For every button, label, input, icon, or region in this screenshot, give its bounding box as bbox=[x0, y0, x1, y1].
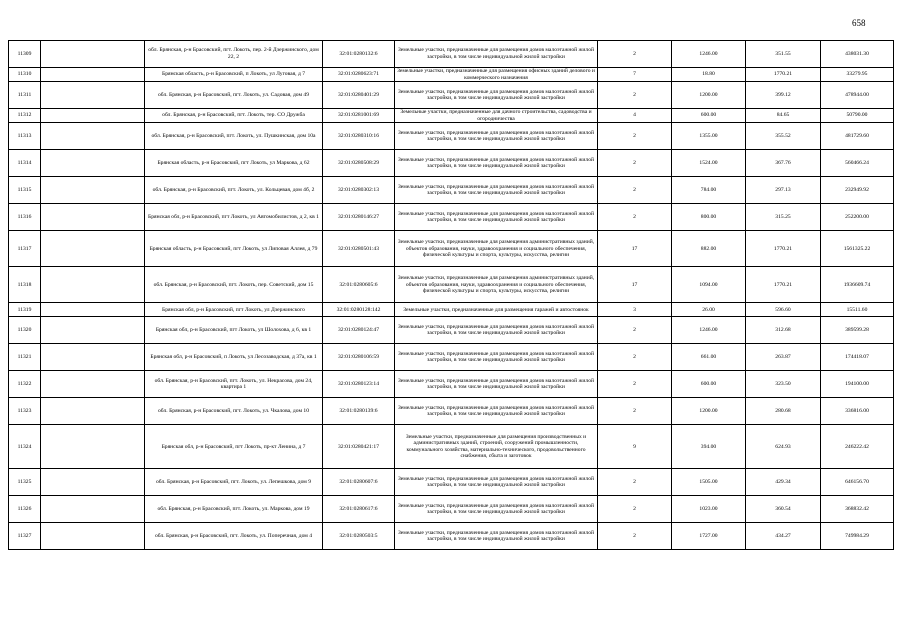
land-use-cell: Земельные участки, предназначенные для размещения домов малоэтажной жилой застройки, в том числе индивидуальной жилой застройки bbox=[395, 41, 598, 68]
cadastral-value-cell: 232949.92 bbox=[821, 177, 894, 204]
record-number-cell: 11312 bbox=[9, 109, 41, 123]
record-number-cell: 11310 bbox=[9, 68, 41, 82]
area-cell: 26.00 bbox=[672, 303, 746, 317]
cadastral-value-cell: 389599.28 bbox=[821, 317, 894, 344]
specific-value-cell: 1770.21 bbox=[746, 267, 821, 303]
blank-cell bbox=[41, 41, 145, 68]
address-cell: обл. Брянская, р-н Брасовский, пгт. Локоть, ул. Чкалова, дом 10 bbox=[145, 398, 323, 425]
table-row bbox=[9, 469, 894, 496]
area-cell: 784.00 bbox=[672, 177, 746, 204]
table-row bbox=[9, 123, 894, 150]
table-row bbox=[9, 303, 894, 317]
land-use-cell: Земельные участки, предназначенные для размещения домов малоэтажной жилой застройки, в том числе индивидуальной жилой застройки bbox=[395, 317, 598, 344]
use-group-cell: 2 bbox=[598, 523, 672, 550]
cadastral-number-cell: 32:01:0280123:14 bbox=[323, 371, 395, 398]
land-use-cell: Земельные участки, предназначенные для размещения административных зданий, объектов образования, науки, здравоохранения и социального обеспечения, физической культуры и спорта, культуры, искусства, религии bbox=[395, 267, 598, 303]
use-group-cell: 17 bbox=[598, 231, 672, 267]
blank-cell bbox=[41, 398, 145, 425]
blank-cell bbox=[41, 177, 145, 204]
land-use-cell: Земельные участки, предназначенные для размещения домов малоэтажной жилой застройки, в том числе индивидуальной жилой застройки bbox=[395, 398, 598, 425]
blank-cell bbox=[41, 317, 145, 344]
specific-value-cell: 1770.21 bbox=[746, 68, 821, 82]
cadastral-value-cell: 246222.42 bbox=[821, 425, 894, 469]
area-cell: 1246.00 bbox=[672, 317, 746, 344]
table-row bbox=[9, 398, 894, 425]
cadastral-number-cell: 32:01:0281001:69 bbox=[323, 109, 395, 123]
table-row bbox=[9, 344, 894, 371]
cadastral-value-cell: 194100.00 bbox=[821, 371, 894, 398]
cadastral-value-cell: 252200.00 bbox=[821, 204, 894, 231]
cadastral-number-cell: 32:01:0280106:59 bbox=[323, 344, 395, 371]
land-use-cell: Земельные участки, предназначенные для размещения домов малоэтажной жилой застройки, в том числе индивидуальной жилой застройки bbox=[395, 177, 598, 204]
table-row bbox=[9, 109, 894, 123]
record-number-cell: 11325 bbox=[9, 469, 41, 496]
table-row bbox=[9, 41, 894, 68]
blank-cell bbox=[41, 123, 145, 150]
cadastral-number-cell: 32:01:0280124:47 bbox=[323, 317, 395, 344]
blank-cell bbox=[41, 344, 145, 371]
address-cell: обл. Брянская, р-н Брасовский, пгт. Локоть, ул. Пушкинская, дом 10а bbox=[145, 123, 323, 150]
blank-cell bbox=[41, 267, 145, 303]
use-group-cell: 2 bbox=[598, 123, 672, 150]
table-row bbox=[9, 371, 894, 398]
use-group-cell: 2 bbox=[598, 317, 672, 344]
cadastral-number-cell: 32:01:0280503:5 bbox=[323, 523, 395, 550]
address-cell: Брянская обл, р-н Брасовский, пгт Локоть, ул Автомобилистов, д 2, кв 1 bbox=[145, 204, 323, 231]
area-cell: 1505.00 bbox=[672, 469, 746, 496]
table-row bbox=[9, 523, 894, 550]
table-row bbox=[9, 68, 894, 82]
cadastral-value-cell: 646156.70 bbox=[821, 469, 894, 496]
cadastral-value-cell: 1561325.22 bbox=[821, 231, 894, 267]
record-number-cell: 11316 bbox=[9, 204, 41, 231]
address-cell: обл. Брянская, р-н Брасовский, пгт. Локоть, ул. Садовая, дом 49 bbox=[145, 82, 323, 109]
address-cell: Брянская обл, р-н Брасовский, пгт Локоть, пр-кт Ленина, д 7 bbox=[145, 425, 323, 469]
cadastral-value-cell: 174418.07 bbox=[821, 344, 894, 371]
cadastral-number-cell: 32:01:0280623:71 bbox=[323, 68, 395, 82]
area-cell: 18.80 bbox=[672, 68, 746, 82]
area-cell: 1727.00 bbox=[672, 523, 746, 550]
specific-value-cell: 312.68 bbox=[746, 317, 821, 344]
cadastral-number-cell: 32:01:0280607:6 bbox=[323, 469, 395, 496]
cadastral-number-cell: 32:01:0280605:6 bbox=[323, 267, 395, 303]
specific-value-cell: 297.13 bbox=[746, 177, 821, 204]
record-number-cell: 11319 bbox=[9, 303, 41, 317]
land-use-cell: Земельные участки, предназначенные для размещения административных зданий, объектов образования, науки, здравоохранения и социального обеспечения, физической культуры и спорта, культуры, искусства, религии bbox=[395, 231, 598, 267]
specific-value-cell: 360.54 bbox=[746, 496, 821, 523]
record-number-cell: 11318 bbox=[9, 267, 41, 303]
blank-cell bbox=[41, 68, 145, 82]
record-number-cell: 11327 bbox=[9, 523, 41, 550]
address-cell: Брянская обл, р-н Брасовский, пгт Локоть, ул Дзержинского bbox=[145, 303, 323, 317]
cadastral-value-cell: 560466.24 bbox=[821, 150, 894, 177]
table-row bbox=[9, 496, 894, 523]
specific-value-cell: 263.87 bbox=[746, 344, 821, 371]
record-number-cell: 11323 bbox=[9, 398, 41, 425]
record-number-cell: 11317 bbox=[9, 231, 41, 267]
cadastral-value-cell: 1936609.74 bbox=[821, 267, 894, 303]
address-cell: обл. Брянская, р-н Брасовский, пгт. Локоть, ул. Маркова, дом 19 bbox=[145, 496, 323, 523]
use-group-cell: 2 bbox=[598, 371, 672, 398]
area-cell: 882.00 bbox=[672, 231, 746, 267]
blank-cell bbox=[41, 425, 145, 469]
blank-cell bbox=[41, 523, 145, 550]
area-cell: 1200.00 bbox=[672, 398, 746, 425]
specific-value-cell: 1770.21 bbox=[746, 231, 821, 267]
use-group-cell: 17 bbox=[598, 267, 672, 303]
cadastral-value-table bbox=[8, 40, 894, 550]
cadastral-number-cell: 32:01:0280128:142 bbox=[323, 303, 395, 317]
specific-value-cell: 355.52 bbox=[746, 123, 821, 150]
address-cell: Брянская обл, р-н Брасовский, пгт Локоть, ул Шолохова, д 6, кв 1 bbox=[145, 317, 323, 344]
blank-cell bbox=[41, 109, 145, 123]
address-cell: обл. Брянская, р-н Брасовский, пгт. Локоть, ул. Кольцевая, дом 4б, 2 bbox=[145, 177, 323, 204]
cadastral-value-cell: 50790.00 bbox=[821, 109, 894, 123]
land-use-cell: Земельные участки, предназначенные для размещения домов малоэтажной жилой застройки, в том числе индивидуальной жилой застройки bbox=[395, 523, 598, 550]
cadastral-number-cell: 32:01:0280139:6 bbox=[323, 398, 395, 425]
specific-value-cell: 84.65 bbox=[746, 109, 821, 123]
cadastral-number-cell: 32:01:0280132:6 bbox=[323, 41, 395, 68]
use-group-cell: 2 bbox=[598, 204, 672, 231]
area-cell: 600.00 bbox=[672, 109, 746, 123]
record-number-cell: 11326 bbox=[9, 496, 41, 523]
use-group-cell: 2 bbox=[598, 82, 672, 109]
record-number-cell: 11322 bbox=[9, 371, 41, 398]
address-cell: обл. Брянская, р-н Брасовский, пгт. Локоть, пер. 2-й Дзержинского, дом 22, 2 bbox=[145, 41, 323, 68]
cadastral-number-cell: 32:01:0280508:29 bbox=[323, 150, 395, 177]
area-cell: 1200.00 bbox=[672, 82, 746, 109]
area-cell: 800.00 bbox=[672, 204, 746, 231]
table-row bbox=[9, 204, 894, 231]
cadastral-value-cell: 438031.30 bbox=[821, 41, 894, 68]
specific-value-cell: 429.34 bbox=[746, 469, 821, 496]
cadastral-value-cell: 368832.42 bbox=[821, 496, 894, 523]
cadastral-number-cell: 32:01:0280146:27 bbox=[323, 204, 395, 231]
use-group-cell: 2 bbox=[598, 150, 672, 177]
blank-cell bbox=[41, 496, 145, 523]
specific-value-cell: 434.27 bbox=[746, 523, 821, 550]
land-use-cell: Земельные участки, предназначенные для размещения домов малоэтажной жилой застройки, в том числе индивидуальной жилой застройки bbox=[395, 371, 598, 398]
address-cell: обл. Брянская, р-н Брасовский, пгт. Локоть, пер. Советский, дом 15 bbox=[145, 267, 323, 303]
area-cell: 1094.00 bbox=[672, 267, 746, 303]
use-group-cell: 2 bbox=[598, 344, 672, 371]
record-number-cell: 11321 bbox=[9, 344, 41, 371]
record-number-cell: 11315 bbox=[9, 177, 41, 204]
cadastral-value-cell: 481729.60 bbox=[821, 123, 894, 150]
use-group-cell: 2 bbox=[598, 177, 672, 204]
area-cell: 661.00 bbox=[672, 344, 746, 371]
specific-value-cell: 624.93 bbox=[746, 425, 821, 469]
cadastral-number-cell: 32:01:0280310:16 bbox=[323, 123, 395, 150]
cadastral-number-cell: 32:01:0280401:29 bbox=[323, 82, 395, 109]
record-number-cell: 11309 bbox=[9, 41, 41, 68]
table-row bbox=[9, 231, 894, 267]
address-cell: Брянская область, р-н Брасовский, пгт Локоть, ул Маркова, д 62 bbox=[145, 150, 323, 177]
area-cell: 600.00 bbox=[672, 371, 746, 398]
cadastral-number-cell: 32:01:0280501:43 bbox=[323, 231, 395, 267]
table-body bbox=[9, 41, 894, 550]
specific-value-cell: 399.12 bbox=[746, 82, 821, 109]
land-use-cell: Земельные участки, предназначенные для размещения домов малоэтажной жилой застройки, в том числе индивидуальной жилой застройки bbox=[395, 469, 598, 496]
area-cell: 1524.00 bbox=[672, 150, 746, 177]
area-cell: 1355.00 bbox=[672, 123, 746, 150]
use-group-cell: 9 bbox=[598, 425, 672, 469]
cadastral-number-cell: 32:01:0280617:6 bbox=[323, 496, 395, 523]
blank-cell bbox=[41, 469, 145, 496]
area-cell: 1246.00 bbox=[672, 41, 746, 68]
cadastral-value-cell: 336816.00 bbox=[821, 398, 894, 425]
specific-value-cell: 351.55 bbox=[746, 41, 821, 68]
use-group-cell: 2 bbox=[598, 469, 672, 496]
record-number-cell: 11324 bbox=[9, 425, 41, 469]
use-group-cell: 2 bbox=[598, 496, 672, 523]
area-cell: 1023.00 bbox=[672, 496, 746, 523]
address-cell: Брянская обл, р-н Брасовский, п Локоть, ул Лесозаводская, д 37а, кв 1 bbox=[145, 344, 323, 371]
cadastral-value-cell: 749984.29 bbox=[821, 523, 894, 550]
record-number-cell: 11311 bbox=[9, 82, 41, 109]
blank-cell bbox=[41, 150, 145, 177]
land-use-cell: Земельные участки, предназначенные для размещения домов малоэтажной жилой застройки, в том числе индивидуальной жилой застройки bbox=[395, 82, 598, 109]
use-group-cell: 2 bbox=[598, 41, 672, 68]
land-use-cell: Земельные участки, предназначенные для размещения производственных и административных зданий, строений, сооружений промышленности, коммунального хозяйства, материально-технического, продовольственного снабжения, сбыта и заготовок bbox=[395, 425, 598, 469]
specific-value-cell: 323.50 bbox=[746, 371, 821, 398]
table-row bbox=[9, 425, 894, 469]
land-use-cell: Земельные участки, предназначенные для дачного строительства, садоводства и огородничества bbox=[395, 109, 598, 123]
page-number: 658 bbox=[852, 18, 866, 28]
table-row bbox=[9, 82, 894, 109]
table-row bbox=[9, 150, 894, 177]
address-cell: обл. Брянская, р-н Брасовский, пгт. Локоть, ул. Лепешкова, дом 9 bbox=[145, 469, 323, 496]
table-row bbox=[9, 267, 894, 303]
blank-cell bbox=[41, 371, 145, 398]
blank-cell bbox=[41, 82, 145, 109]
record-number-cell: 11314 bbox=[9, 150, 41, 177]
blank-cell bbox=[41, 204, 145, 231]
use-group-cell: 3 bbox=[598, 303, 672, 317]
record-number-cell: 11320 bbox=[9, 317, 41, 344]
cadastral-number-cell: 32:01:0280302:13 bbox=[323, 177, 395, 204]
table-row bbox=[9, 177, 894, 204]
use-group-cell: 4 bbox=[598, 109, 672, 123]
address-cell: обл. Брянская, р-н Брасовский, пгт. Локоть, ул. Поперечная, дом 4 bbox=[145, 523, 323, 550]
area-cell: 394.00 bbox=[672, 425, 746, 469]
address-cell: обл. Брянская, р-н Брасовский, пгт. Локоть, тер. СО Дружба bbox=[145, 109, 323, 123]
specific-value-cell: 367.76 bbox=[746, 150, 821, 177]
land-use-cell: Земельные участки, предназначенные для размещения домов малоэтажной жилой застройки, в том числе индивидуальной жилой застройки bbox=[395, 496, 598, 523]
land-use-cell: Земельные участки, предназначенные для размещения домов малоэтажной жилой застройки, в том числе индивидуальной жилой застройки bbox=[395, 204, 598, 231]
use-group-cell: 2 bbox=[598, 398, 672, 425]
use-group-cell: 7 bbox=[598, 68, 672, 82]
blank-cell bbox=[41, 231, 145, 267]
land-use-cell: Земельные участки, предназначенные для размещения офисных зданий делового и коммерческого назначения bbox=[395, 68, 598, 82]
specific-value-cell: 280.68 bbox=[746, 398, 821, 425]
land-use-cell: Земельные участки, предназначенные для размещения гаражей и автостоянок bbox=[395, 303, 598, 317]
address-cell: обл. Брянская, р-н Брасовский, пгт. Локоть, ул. Некрасова, дом 24, квартира 1 bbox=[145, 371, 323, 398]
record-number-cell: 11313 bbox=[9, 123, 41, 150]
land-use-cell: Земельные участки, предназначенные для размещения домов малоэтажной жилой застройки, в том числе индивидуальной жилой застройки bbox=[395, 150, 598, 177]
land-use-cell: Земельные участки, предназначенные для размещения домов малоэтажной жилой застройки, в том числе индивидуальной жилой застройки bbox=[395, 344, 598, 371]
cadastral-value-cell: 15511.60 bbox=[821, 303, 894, 317]
table-row bbox=[9, 317, 894, 344]
blank-cell bbox=[41, 303, 145, 317]
specific-value-cell: 315.25 bbox=[746, 204, 821, 231]
cadastral-value-cell: 33279.95 bbox=[821, 68, 894, 82]
specific-value-cell: 596.60 bbox=[746, 303, 821, 317]
address-cell: Брянская область, р-н Брасовский, пгт Локоть, ул Липовая Аллея, д 79 bbox=[145, 231, 323, 267]
cadastral-value-cell: 478944.00 bbox=[821, 82, 894, 109]
cadastral-number-cell: 32:01:0280421:17 bbox=[323, 425, 395, 469]
land-use-cell: Земельные участки, предназначенные для размещения домов малоэтажной жилой застройки, в том числе индивидуальной жилой застройки bbox=[395, 123, 598, 150]
address-cell: Брянская область, р-н Брасовский, п Локоть, ул Луговая, д 7 bbox=[145, 68, 323, 82]
